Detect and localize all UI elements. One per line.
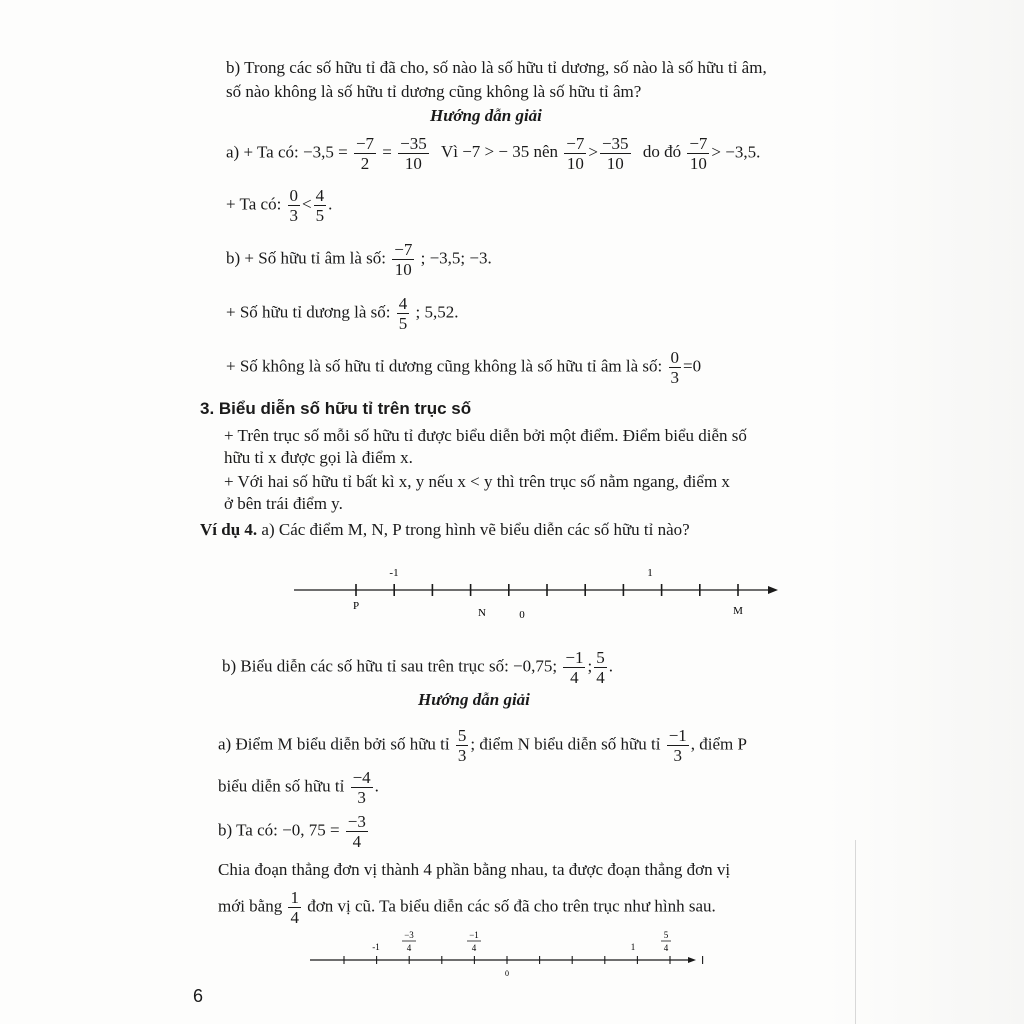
solution-a2-line xyxy=(226,186,332,225)
numerator: −35 xyxy=(400,134,427,153)
label-1: 1 xyxy=(647,567,653,579)
denominator: 3 xyxy=(457,746,467,765)
fraction xyxy=(456,726,469,765)
question-b-line2: số nào không là số hữu tỉ dương cũng không là số hữu tỉ âm? xyxy=(226,82,642,101)
denominator: 4 xyxy=(471,943,477,953)
sol-b1-suffix: ; −3,5; −3. xyxy=(420,248,492,268)
question-b-line1: b) Trong các số hữu tỉ đã cho, số nào là số hữu tỉ dương, số nào là số hữu tỉ âm, xyxy=(226,58,767,77)
fraction xyxy=(397,294,410,333)
fraction xyxy=(564,134,586,173)
example-4-line xyxy=(200,520,690,540)
label-0: 0 xyxy=(519,609,525,621)
fraction xyxy=(398,134,429,173)
numerator: 5 xyxy=(663,930,669,940)
solution2-c1-line: Chia đoạn thẳng đơn vị thành 4 phần bằng nhau, ta được đoạn thẳng đơn vị xyxy=(218,860,731,879)
denominator: 4 xyxy=(596,668,605,687)
fraction xyxy=(669,348,682,387)
denominator: 10 xyxy=(689,154,707,173)
label-M: M xyxy=(733,605,743,617)
sol-a-suffix: > −3,5. xyxy=(711,142,761,162)
label-minus-1: -1 xyxy=(389,567,399,579)
denominator: 4 xyxy=(352,832,362,851)
page-edge-line xyxy=(855,840,856,1024)
number-line-2 xyxy=(306,928,706,980)
sol2-a1-suffix: , điểm P xyxy=(690,734,747,754)
denominator: 4 xyxy=(570,668,579,687)
denominator: 3 xyxy=(357,788,366,807)
greater-sign: > xyxy=(588,142,598,162)
sol2-a2-suffix: . xyxy=(374,776,379,796)
fraction xyxy=(346,812,368,851)
label-minus-3-4 xyxy=(402,930,416,953)
solution2-a1-line xyxy=(218,726,747,765)
section-3-title: 3. Biểu diễn số hữu tỉ trên trục số xyxy=(200,399,472,418)
example-4-label: Ví dụ 4. xyxy=(200,520,258,539)
label-1: 1 xyxy=(630,942,636,952)
denominator: 4 xyxy=(290,908,299,927)
numerator: −1 xyxy=(469,930,479,940)
section3-p1-line2: hữu tỉ x được gọi là điểm x. xyxy=(224,448,413,467)
fraction xyxy=(288,888,301,927)
denominator: 10 xyxy=(394,260,412,279)
sol2-c2-suffix: đơn vị cũ. Ta biểu diễn các số đã cho trên trục như hình sau. xyxy=(307,896,716,916)
example-b-line xyxy=(222,648,613,687)
guide-heading-2: Hướng dẫn giải xyxy=(418,690,530,709)
numerator: 4 xyxy=(398,294,408,313)
numerator: −3 xyxy=(347,812,366,831)
sol2-a1-mid: ; điểm N biểu diễn số hữu tỉ xyxy=(470,734,661,754)
label-minus-1: -1 xyxy=(372,942,380,952)
solution-b3-line xyxy=(226,348,701,387)
numerator: −7 xyxy=(689,134,708,153)
sol2-a1-prefix: a) Điểm M biểu diễn bởi số hữu tỉ xyxy=(218,734,450,754)
section3-p2-line1: + Với hai số hữu tỉ bất kì x, y nếu x < y thì trên trục số nằm ngang, điểm x xyxy=(224,472,730,491)
sol-a2-suffix: . xyxy=(328,194,333,214)
axis-arrow xyxy=(688,957,696,963)
numerator: 5 xyxy=(457,726,467,745)
label-0: 0 xyxy=(505,969,509,978)
fraction xyxy=(563,648,585,687)
fraction xyxy=(351,768,373,807)
numerator: 0 xyxy=(289,186,299,205)
number-line-1 xyxy=(290,560,780,624)
section3-p2-line2: ở bên trái điểm y. xyxy=(224,494,343,513)
denominator: 4 xyxy=(663,943,669,953)
numerator: −4 xyxy=(352,768,371,787)
axis-arrow xyxy=(768,586,778,594)
example-b-suffix: . xyxy=(608,656,613,676)
solution2-a2-line xyxy=(218,768,379,807)
page-number: 6 xyxy=(193,986,204,1006)
numerator: −7 xyxy=(566,134,585,153)
label-5-4 xyxy=(661,930,671,953)
sol2-a2-prefix: biểu diễn số hữu tỉ xyxy=(218,776,345,796)
numerator: −7 xyxy=(355,134,375,153)
sol-a2-prefix: + Ta có: xyxy=(226,194,282,214)
section3-p1-line1: + Trên trục số mỗi số hữu tỉ được biểu diễn bởi một điểm. Điểm biểu diễn số xyxy=(224,426,747,445)
solution-b2-line xyxy=(226,294,459,333)
fraction xyxy=(687,134,709,173)
denominator: 5 xyxy=(398,314,408,333)
denominator: 10 xyxy=(606,154,624,173)
fraction xyxy=(667,726,689,765)
denominator: 2 xyxy=(360,154,370,173)
numerator: 0 xyxy=(670,348,680,367)
sol2-b-prefix: b) Ta có: −0, 75 = xyxy=(218,820,340,840)
numerator: 5 xyxy=(596,648,605,667)
solution-b1-line xyxy=(226,240,492,279)
denominator: 3 xyxy=(673,746,682,765)
fraction xyxy=(594,648,607,687)
example-4-text: a) Các điểm M, N, P trong hình vẽ biểu diễn các số hữu tỉ nào? xyxy=(261,520,690,539)
numerator: −1 xyxy=(668,726,687,745)
denominator: 10 xyxy=(404,154,422,173)
sol-b3-suffix: =0 xyxy=(683,356,702,376)
numerator: −1 xyxy=(565,648,584,667)
sol-b2-prefix: + Số hữu tỉ dương là số: xyxy=(226,302,391,322)
denominator: 3 xyxy=(670,368,680,387)
sol-a-mid: Vì −7 > − 35 nên xyxy=(440,142,559,162)
fraction xyxy=(288,186,301,225)
denominator: 3 xyxy=(289,206,299,225)
sol-a-prefix: a) + Ta có: −3,5 = xyxy=(226,142,348,162)
sol-b1-prefix: b) + Số hữu tỉ âm là số: xyxy=(226,248,386,268)
denominator: 5 xyxy=(315,206,325,225)
solution-a-line xyxy=(226,134,760,173)
less-sign: < xyxy=(302,194,312,214)
numerator: −3 xyxy=(404,930,414,940)
denominator: 4 xyxy=(406,943,412,953)
numerator: 1 xyxy=(290,888,299,907)
guide-heading-1: Hướng dẫn giải xyxy=(430,106,542,125)
equals-sign: = xyxy=(382,142,392,162)
label-N: N xyxy=(478,607,486,619)
sol2-c2-prefix: mới bằng xyxy=(218,896,283,916)
fraction xyxy=(392,240,414,279)
sol-b2-suffix: ; 5,52. xyxy=(415,302,459,322)
separator: ; xyxy=(587,656,593,676)
page-shadow xyxy=(824,0,1024,1024)
solution2-b-line xyxy=(218,812,370,851)
label-minus-1-4 xyxy=(467,930,481,953)
sol-a-do-do: do đó xyxy=(642,142,682,162)
sol-b3-prefix: + Số không là số hữu tỉ dương cũng không là số hữu tỉ âm là số: xyxy=(226,356,663,376)
fraction xyxy=(600,134,631,173)
numerator: −35 xyxy=(601,134,629,153)
label-P: P xyxy=(352,600,360,612)
example-b-prefix: b) Biểu diễn các số hữu tỉ sau trên trục số: −0,75; xyxy=(222,656,558,676)
numerator: 4 xyxy=(315,186,325,205)
solution2-c2-line xyxy=(218,888,716,927)
fraction xyxy=(314,186,327,225)
numerator: −7 xyxy=(394,240,413,259)
fraction xyxy=(354,134,376,173)
denominator: 10 xyxy=(566,154,584,173)
